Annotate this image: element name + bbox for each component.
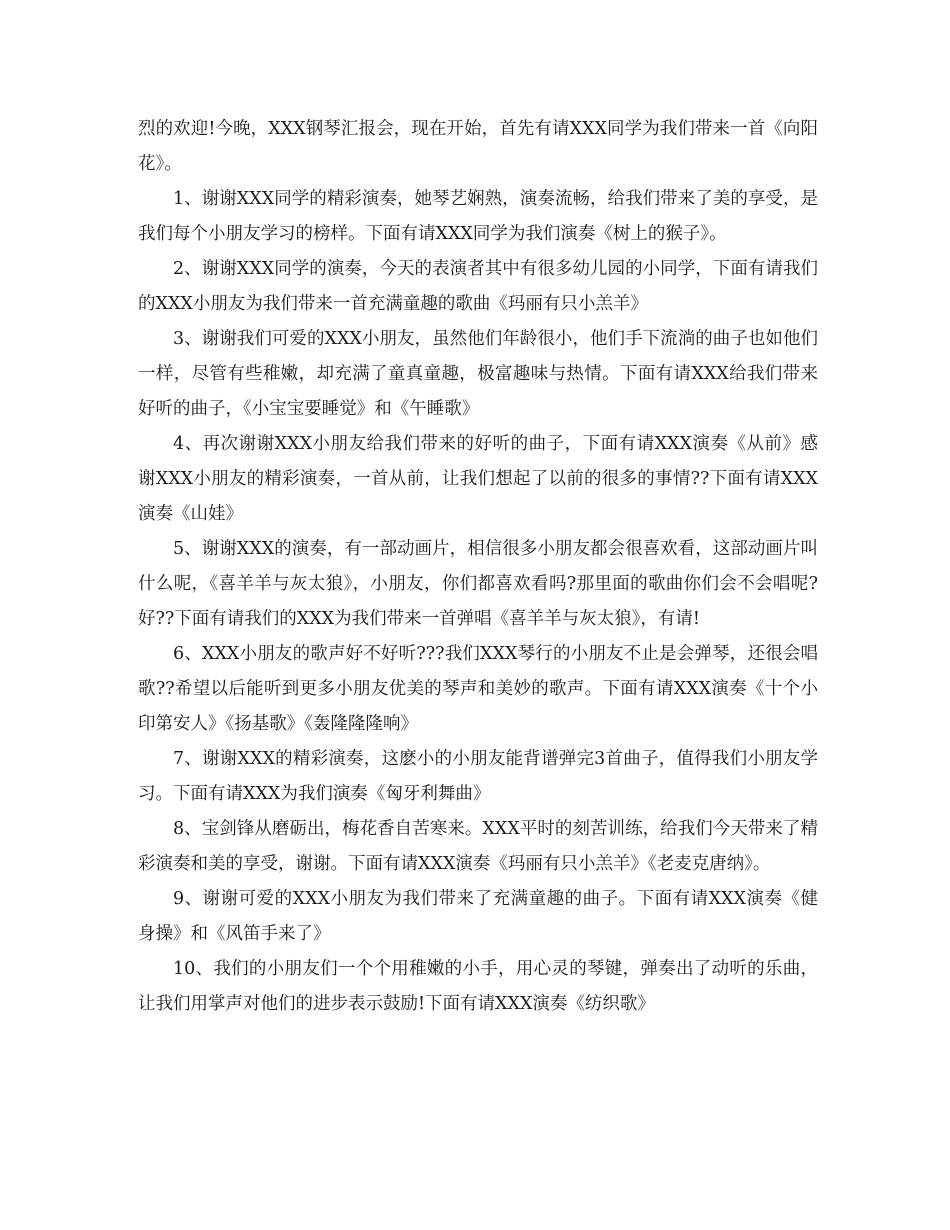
paragraph-item-10: 10、我们的小朋友们一个个用稚嫩的小手，用心灵的琴键，弹奏出了动听的乐曲，让我们用掌声对他们的进步表示鼓励!下面有请XXX演奏《纺织歌》 bbox=[138, 959, 818, 1014]
paragraph-item-5: 5、谢谢XXX的演奏，有一部动画片，相信很多小朋友都会很喜欢看，这部动画片叫什么呢，《喜羊羊与灰太狼》，小朋友，你们都喜欢看吗?那里面的歌曲你们会不会唱呢?好??下面有请我们的XXX为我们带来一首弹唱《喜羊羊与灰太狼》，有请! bbox=[138, 539, 818, 629]
paragraph-item-7: 7、谢谢XXX的精彩演奏，这麽小的小朋友能背谱弹完3首曲子，值得我们小朋友学习。下面有请XXX为我们演奏《匈牙利舞曲》 bbox=[138, 749, 818, 804]
paragraph-item-3: 3、谢谢我们可爱的XXX小朋友，虽然他们年龄很小，他们手下流淌的曲子也如他们一样，尽管有些稚嫩，却充满了童真童趣，极富趣味与热情。下面有请XXX给我们带来好听的曲子，《小宝宝要睡觉》和《午睡歌》 bbox=[138, 329, 818, 419]
paragraph-item-9: 9、谢谢可爱的XXX小朋友为我们带来了充满童趣的曲子。下面有请XXX演奏《健身操》和《风笛手来了》 bbox=[138, 889, 818, 944]
paragraph-item-4: 4、再次谢谢XXX小朋友给我们带来的好听的曲子，下面有请XXX演奏《从前》感谢XXX小朋友的精彩演奏，一首从前，让我们想起了以前的很多的事情??下面有请XXX演奏《山娃》 bbox=[138, 434, 818, 524]
paragraph-item-2: 2、谢谢XXX同学的演奏，今天的表演者其中有很多幼儿园的小同学，下面有请我们的XXX小朋友为我们带来一首充满童趣的歌曲《玛丽有只小羔羊》 bbox=[138, 259, 818, 314]
paragraph-item-8: 8、宝剑锋从磨砺出，梅花香自苦寒来。XXX平时的刻苦训练，给我们今天带来了精彩演奏和美的享受，谢谢。下面有请XXX演奏《玛丽有只小羔羊》《老麦克唐纳》。 bbox=[138, 819, 818, 874]
paragraph-intro-continuation: 烈的欢迎!今晚，XXX钢琴汇报会，现在开始，首先有请XXX同学为我们带来一首《向阳花》。 bbox=[138, 119, 818, 174]
paragraph-item-6: 6、XXX小朋友的歌声好不好听???我们XXX琴行的小朋友不止是会弹琴，还很会唱歌??希望以后能听到更多小朋友优美的琴声和美妙的歌声。下面有请XXX演奏《十个小印第安人》《扬基歌》《轰隆隆隆响》 bbox=[138, 644, 818, 734]
paragraph-item-1: 1、谢谢XXX同学的精彩演奏，她琴艺娴熟，演奏流畅，给我们带来了美的享受，是我们每个小朋友学习的榜样。下面有请XXX同学为我们演奏《树上的猴子》。 bbox=[138, 189, 818, 244]
